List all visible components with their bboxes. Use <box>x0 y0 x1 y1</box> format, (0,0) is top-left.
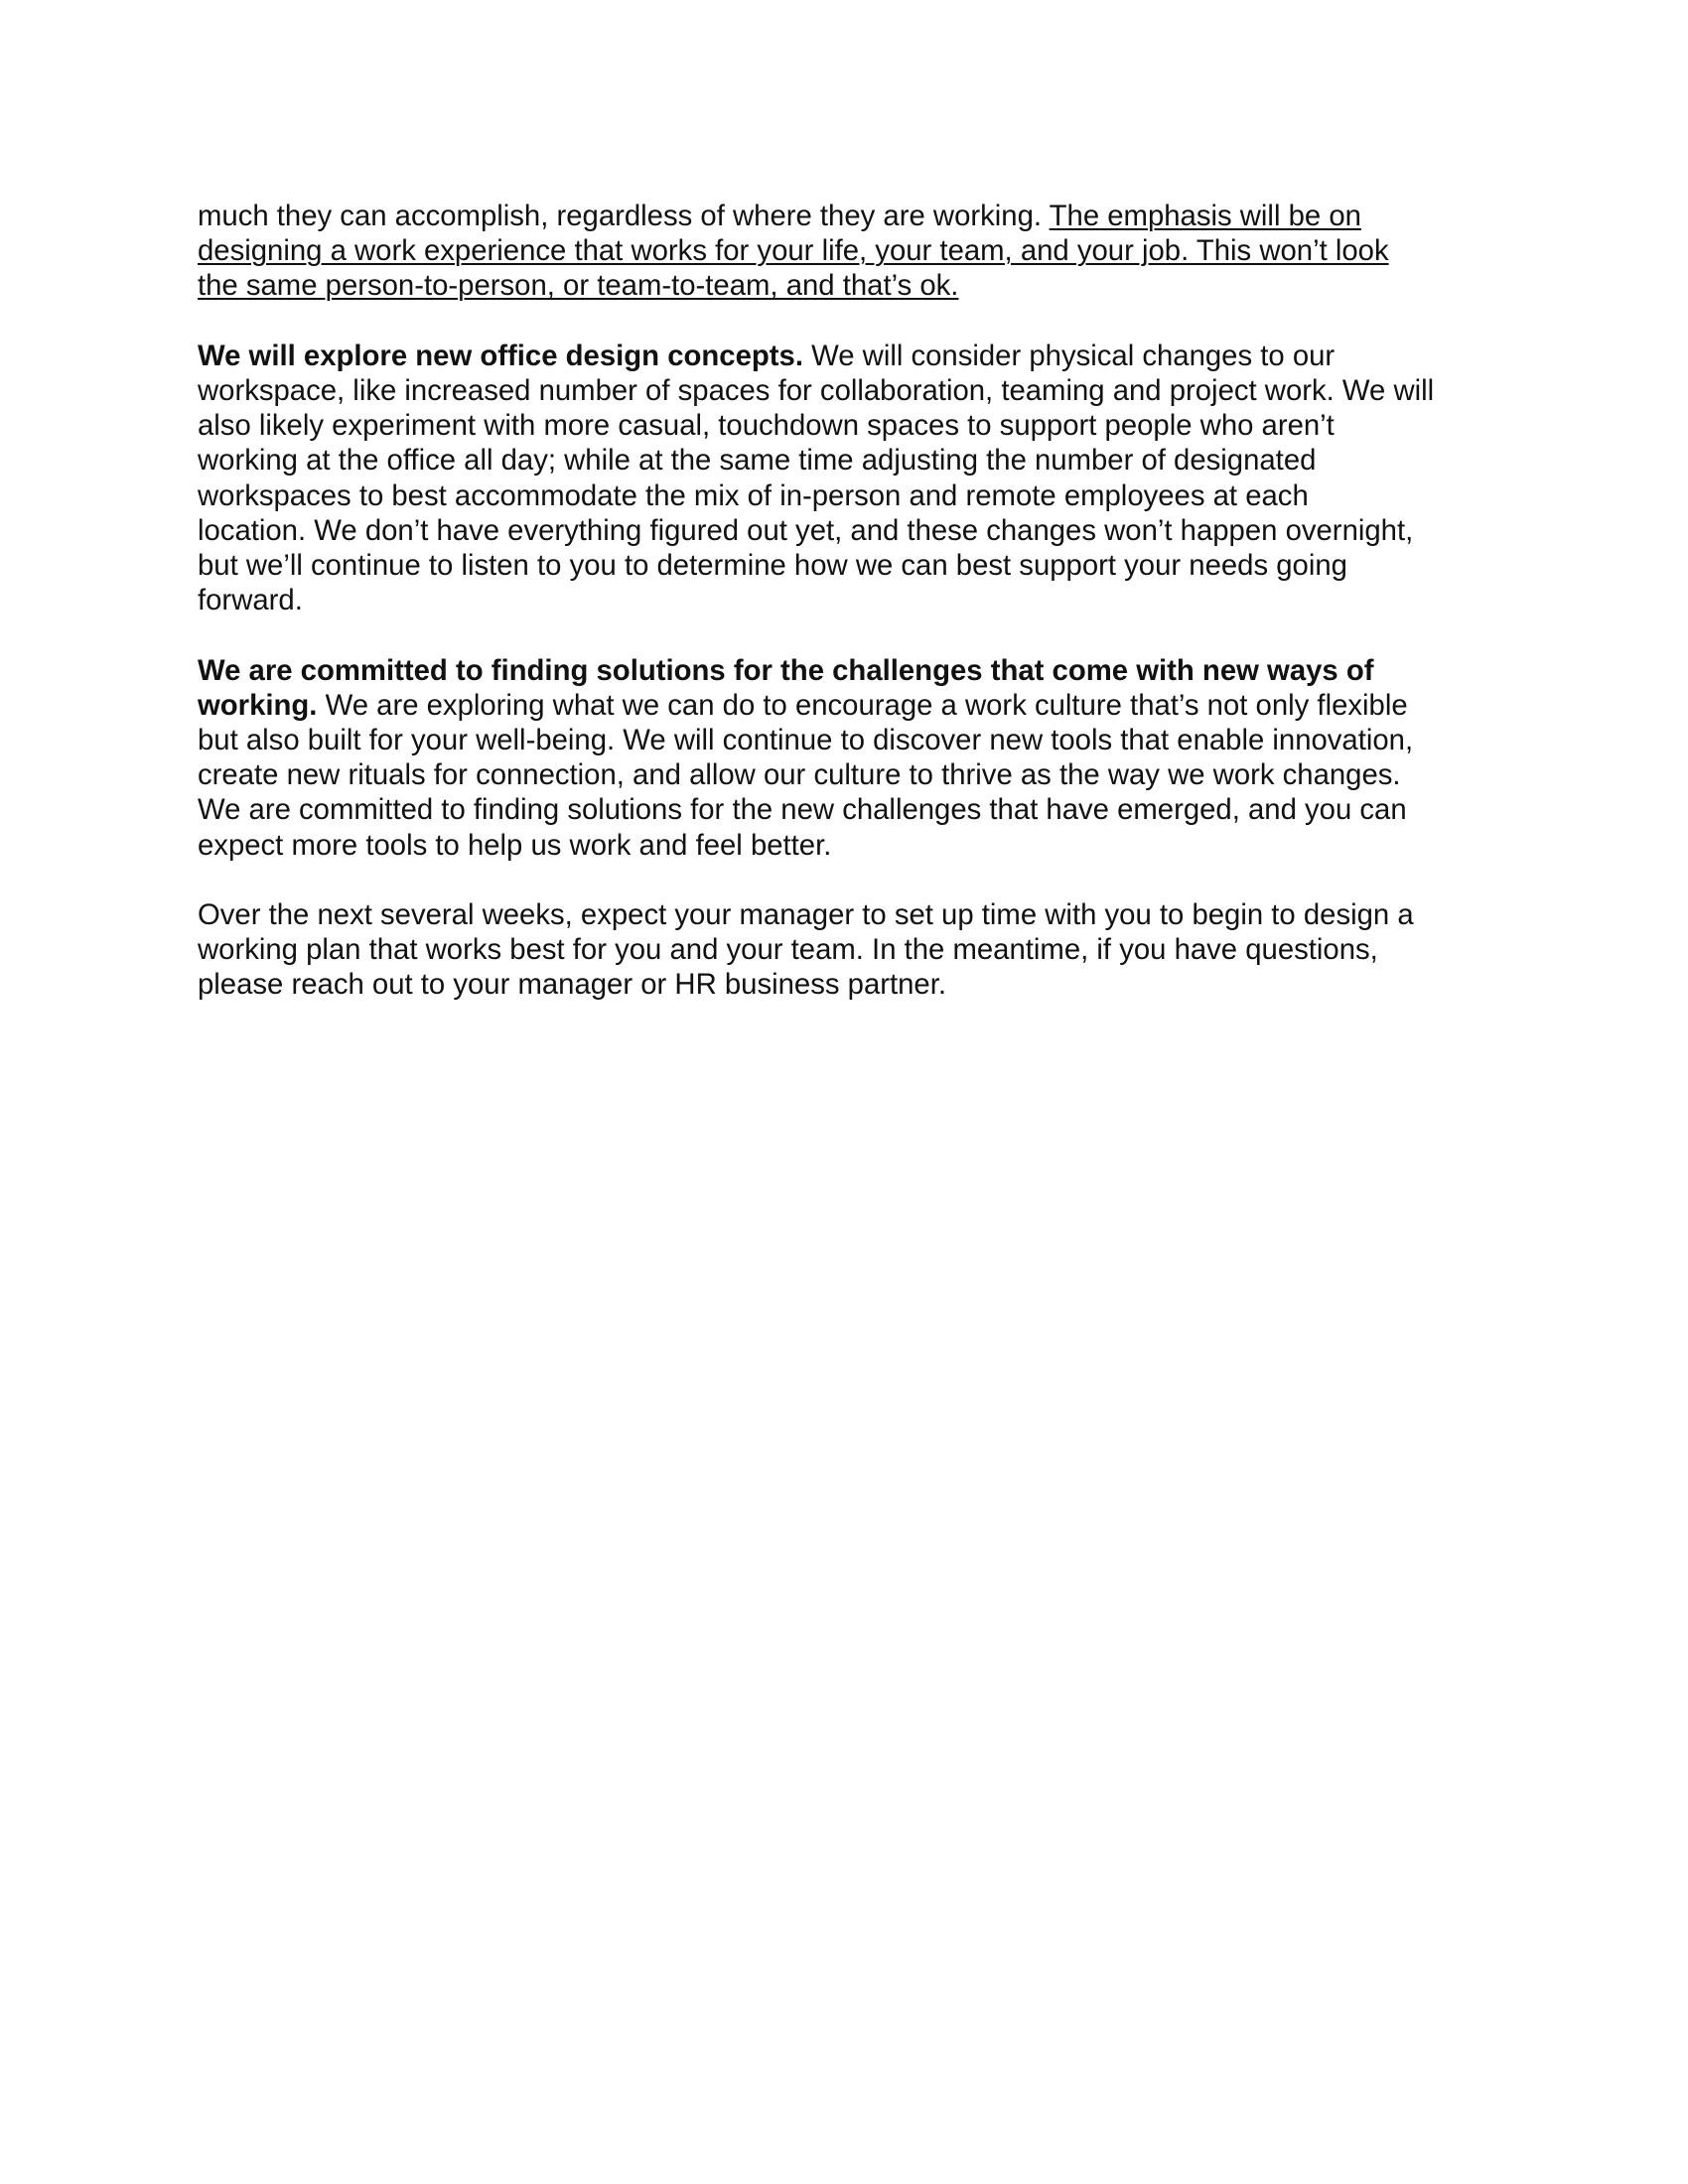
body-text: create new rituals for connection, and allow our culture to thrive as the way we work changes. <box>198 758 1401 792</box>
body-text: We will consider physical changes to our <box>802 339 1336 372</box>
underlined-text: designing a work experience that works for your life, your team, and your job. This won’t look <box>198 234 1389 268</box>
text-line <box>198 653 1498 688</box>
body-text: also likely experiment with more casual, touchdown spaces to support people who aren’t <box>198 409 1335 443</box>
body-text: working plan that works best for you and your team. In the meantime, if you have questions, <box>198 933 1378 967</box>
paragraph-next-steps <box>198 897 1498 1003</box>
text-line <box>198 513 1498 548</box>
body-text: We are exploring what we can do to encourage a work culture that’s not only flexible <box>317 688 1408 722</box>
paragraph-challenges <box>198 653 1498 863</box>
body-text: but also built for your well-being. We will continue to discover new tools that enable innovation, <box>198 724 1414 757</box>
underlined-text: the same person-to-person, or team-to-team, and that’s ok. <box>198 269 959 303</box>
paragraph-office-design <box>198 339 1498 618</box>
body-text: Over the next several weeks, expect your manager to set up time with you to begin to design a <box>198 898 1414 932</box>
body-text: forward. <box>198 584 303 617</box>
paragraph-flexibility <box>198 199 1498 304</box>
text-line <box>198 897 1498 932</box>
text-line <box>198 967 1498 1002</box>
body-text: please reach out to your manager or HR business partner. <box>198 968 946 1002</box>
document-body <box>198 199 1498 1037</box>
body-text: We are committed to finding solutions for the new challenges that have emerged, and you can <box>198 793 1407 827</box>
body-text: much they can accomplish, regardless of where they are working. <box>198 200 1050 232</box>
text-line <box>198 792 1498 827</box>
text-line <box>198 443 1498 478</box>
text-line <box>198 339 1498 373</box>
text-line <box>198 688 1498 723</box>
text-line <box>198 199 1498 233</box>
body-text: expect more tools to help us work and feel better. <box>198 828 832 862</box>
text-line <box>198 828 1498 863</box>
text-line <box>198 233 1498 268</box>
body-text: working at the office all day; while at the same time adjusting the number of designated <box>198 444 1317 478</box>
text-line <box>198 757 1498 792</box>
text-line <box>198 932 1498 967</box>
body-text: workspace, like increased number of spaces for collaboration, teaming and project work. We will <box>198 374 1435 407</box>
underlined-text: The emphasis will be on <box>1049 200 1361 232</box>
bold-heading-text: We will explore new office design concepts. <box>198 339 803 372</box>
text-line <box>198 583 1498 617</box>
bold-heading-text: We are committed to finding solutions for the challenges that come with new ways of <box>198 653 1374 687</box>
text-line <box>198 478 1498 513</box>
text-line <box>198 548 1498 583</box>
body-text: workspaces to best accommodate the mix of in-person and remote employees at each <box>198 478 1309 512</box>
text-line <box>198 268 1498 303</box>
body-text: location. We don’t have everything figured out yet, and these changes won’t happen overnight, <box>198 513 1414 547</box>
text-line <box>198 408 1498 443</box>
bold-heading-text: working. <box>198 688 318 722</box>
body-text: but we’ll continue to listen to you to determine how we can best support your needs going <box>198 549 1347 583</box>
text-line <box>198 373 1498 408</box>
text-line <box>198 723 1498 757</box>
